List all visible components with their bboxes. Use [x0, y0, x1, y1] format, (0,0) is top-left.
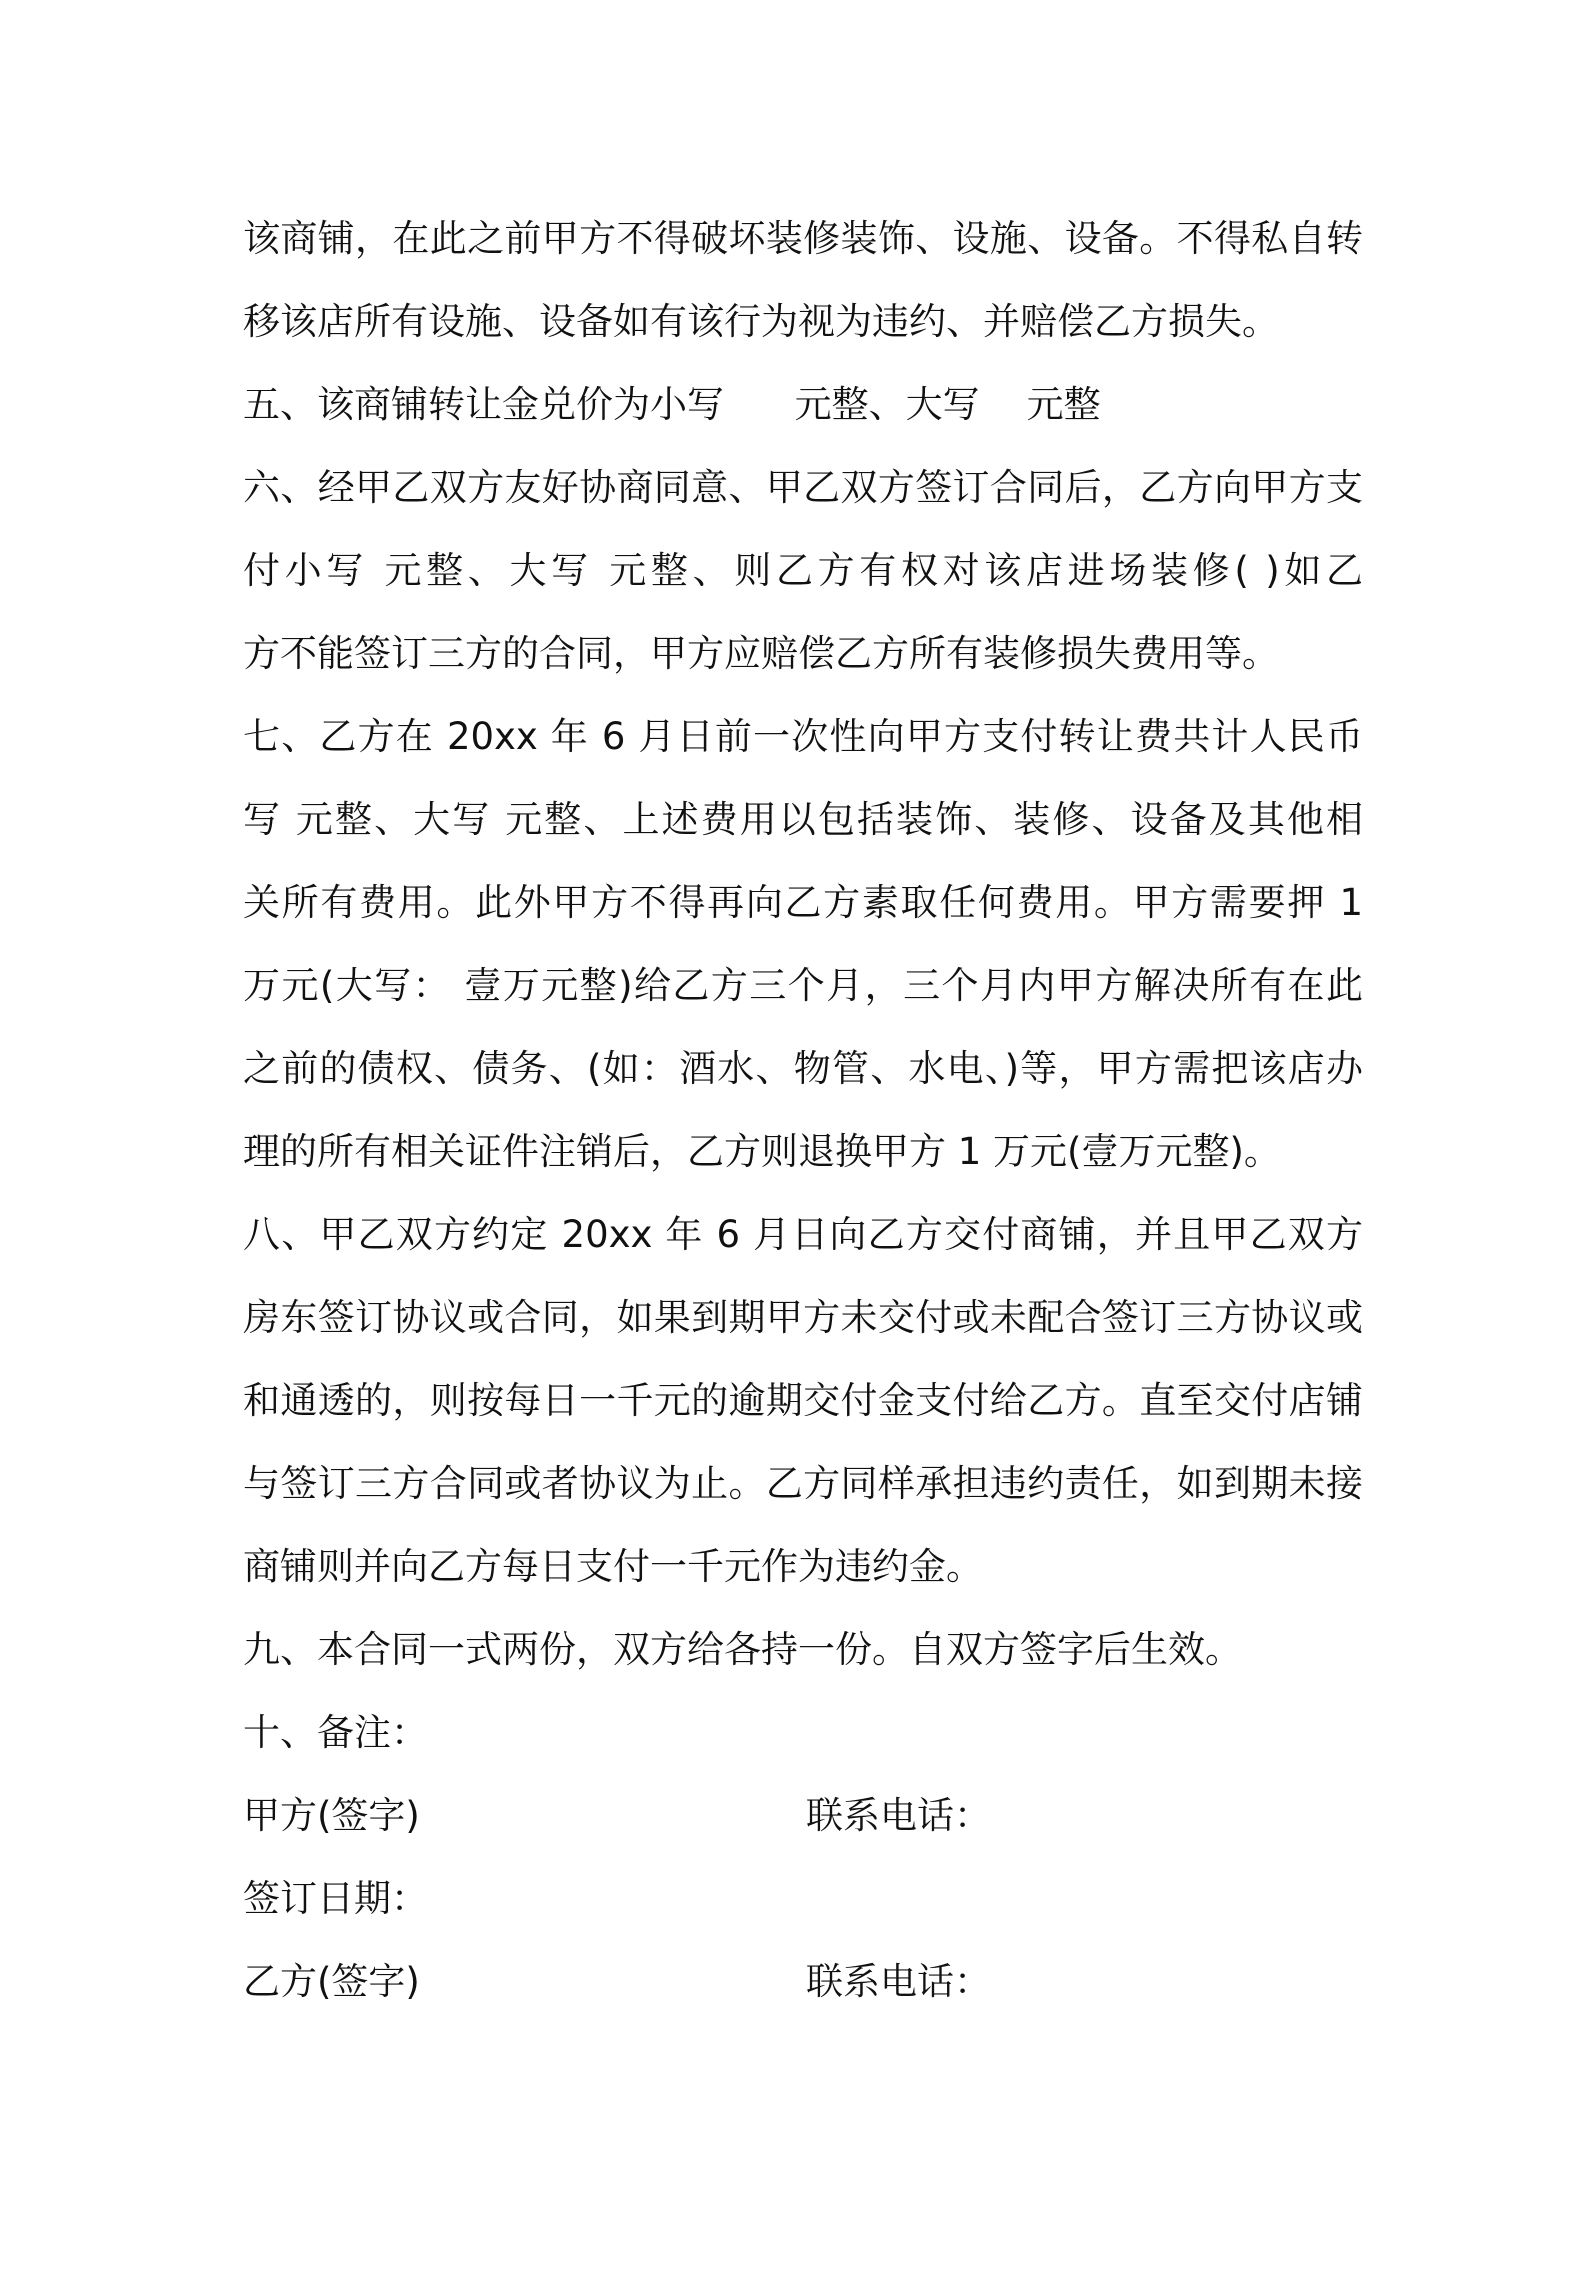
- paragraph-line: 房东签订协议或合同，如果到期甲方未交付或未配合签订三方协议或: [243, 1296, 1363, 1339]
- paragraph-line: 该商铺，在此之前甲方不得破坏装修装饰、设施、设备。不得私自转: [243, 217, 1363, 260]
- paragraph-line: 商铺则并向乙方每日支付一千元作为违约金。: [243, 1545, 983, 1588]
- sign-date-label: 签订日期：: [243, 1877, 428, 1920]
- contract-body: [243, 197, 1363, 2023]
- paragraph-line: 移该店所有设施、设备如有该行为视为违约、并赔偿乙方损失。: [243, 300, 1279, 343]
- clause-eight: 八、甲乙双方约定 20xx 年 6 月日向乙方交付商铺，并且甲乙双方: [243, 1213, 1363, 1256]
- paragraph-line: 和通透的，则按每日一千元的逾期交付金支付给乙方。直至交付店铺: [243, 1379, 1363, 1422]
- clause-ten-remarks: 十、备注：: [243, 1711, 428, 1754]
- party-b-phone-label: 联系电话：: [806, 1960, 991, 2003]
- party-b-row: [243, 1940, 1363, 2023]
- party-a-row: [243, 1774, 1363, 1857]
- paragraph-line: 之前的债权、债务、(如：酒水、物管、水电、)等，甲方需把该店办: [243, 1047, 1363, 1090]
- paragraph-line: 付小写 元整、大写 元整、则乙方有权对该店进场装修( )如乙: [243, 549, 1363, 592]
- paragraph-line: 写 元整、大写 元整、上述费用以包括装饰、装修、设备及其他相: [243, 798, 1363, 841]
- paragraph-line: 理的所有相关证件注销后，乙方则退换甲方 1 万元(壹万元整)。: [243, 1130, 1281, 1173]
- paragraph-line: 万元(大写： 壹万元整)给乙方三个月，三个月内甲方解决所有在此: [243, 964, 1363, 1007]
- party-b-signature-label: 乙方(签字): [243, 1960, 420, 2003]
- paragraph-line: 关所有费用。此外甲方不得再向乙方素取任何费用。甲方需要押 1: [243, 881, 1363, 924]
- party-a-signature-label: 甲方(签字): [243, 1794, 420, 1837]
- clause-six: 六、经甲乙双方友好协商同意、甲乙双方签订合同后，乙方向甲方支: [243, 466, 1363, 509]
- clause-nine: 九、本合同一式两份，双方给各持一份。自双方签字后生效。: [243, 1628, 1242, 1671]
- paragraph-line: 方不能签订三方的合同，甲方应赔偿乙方所有装修损失费用等。: [243, 632, 1279, 675]
- clause-five: 五、该商铺转让金兑价为小写 元整、大写 元整: [243, 383, 1101, 426]
- sign-date-row: [243, 1857, 1363, 1940]
- paragraph-line: 与签订三方合同或者协议为止。乙方同样承担违约责任，如到期未接: [243, 1462, 1363, 1505]
- clause-seven: 七、乙方在 20xx 年 6 月日前一次性向甲方支付转让费共计人民币: [243, 715, 1363, 758]
- party-a-phone-label: 联系电话：: [806, 1794, 991, 1837]
